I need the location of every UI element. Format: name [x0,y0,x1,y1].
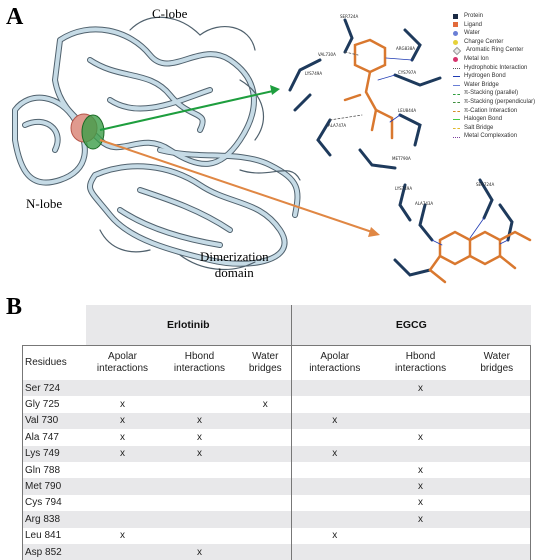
legend-item [453,55,535,64]
legend-label: Ligand [464,21,483,28]
interaction-mark-cell [240,413,292,429]
drug-header-egcg: EGCG [292,305,531,346]
interaction-mark-cell [240,446,292,462]
interaction-mark-cell [292,478,378,494]
panel-a-letter: A [6,4,24,30]
sub-header-row [23,346,531,381]
interaction-mark-cell: x [120,431,125,443]
interaction-mark-cell: x [378,380,464,396]
legend-label: Water [464,30,480,37]
interaction-mark-cell: x [160,413,240,429]
interaction-mark-cell [378,446,464,462]
c-lobe-label: C-lobe [152,6,188,21]
interaction-mark-cell: x [418,464,424,476]
residue-cell: Met 790 [23,478,86,494]
interaction-mark-cell [86,380,160,396]
residue-cell: Arg 838 [23,511,86,527]
column-header: Hbond interactions [160,346,240,381]
interaction-mark-cell [464,544,531,560]
interaction-mark-cell [240,478,292,494]
legend-item [453,132,535,141]
interaction-mark-cell [86,478,160,494]
legend-square-icon [453,22,458,27]
drug-header-row [23,305,531,346]
legend-dashed-line-icon [453,102,460,103]
legend-item [453,107,535,116]
interaction-mark-cell [240,544,292,560]
residue-label: VAL730A [318,52,336,57]
interaction-mark-cell [160,478,240,494]
table-row [23,495,531,511]
interaction-mark-cell [240,462,292,478]
interaction-mark-cell: x [160,446,240,462]
interaction-mark-cell: x [378,478,464,494]
protein-ribbon [15,17,300,269]
residue-cell: Gln 788 [23,462,86,478]
interaction-mark-cell [464,396,531,412]
legend-item [453,29,535,38]
interaction-mark-cell: x [86,413,160,429]
legend-label: Halogen Bond [464,116,503,123]
legend-item [453,98,535,107]
legend-item [453,64,535,73]
n-lobe-label: N-lobe [26,196,63,211]
interaction-mark-cell [86,544,160,560]
panel-b-letter: B [6,294,23,320]
residue-cell: Asp 852 [23,544,86,560]
interaction-mark-cell: x [332,530,338,542]
residue-cell: Lys 749 [23,446,86,462]
interaction-mark-cell [378,413,464,429]
interaction-mark-cell: x [378,511,464,527]
legend-label: Protein [464,13,484,19]
residue-cell: Leu 841 [23,528,86,544]
table-row [23,413,531,429]
interaction-mark-cell: x [292,446,378,462]
table-row [23,478,531,494]
interaction-mark-cell [378,528,464,544]
interaction-mark-cell [378,396,464,412]
interaction-mark-cell: x [240,396,292,412]
residue-cell: Val 730 [23,413,86,429]
table-row [23,446,531,462]
column-header: Apolar interactions [86,346,160,381]
interaction-mark-cell [240,511,292,527]
table-row [23,511,531,527]
residue-label: ALA743A [415,201,434,206]
interaction-mark-cell [292,544,378,560]
panel-b [0,292,548,558]
residue-label: ARG838A [396,46,415,51]
interaction-mark-cell [160,462,240,478]
interaction-mark-cell [292,462,378,478]
interaction-table [22,305,531,560]
column-header: Water bridges [464,346,531,381]
interaction-mark-cell: x [418,431,424,443]
interaction-mark-cell: x [160,544,240,560]
table-row [23,380,531,396]
residue-cell: Ser 724 [23,380,86,396]
table-row [23,429,531,445]
residue-label: SER724A [340,14,359,19]
interaction-mark-cell: x [120,399,125,411]
interaction-mark-cell [464,380,531,396]
table-body [23,380,531,560]
interaction-mark-cell: x [120,530,125,542]
table-row [23,528,531,544]
interaction-mark-cell [86,495,160,511]
interaction-mark-cell [240,429,292,445]
interaction-diagram-top [290,14,440,168]
residue-cell: Ala 747 [23,429,86,445]
legend-item [453,46,535,55]
dimerization-domain-label: Dimerization domain [200,249,269,280]
interaction-mark-cell [464,511,531,527]
legend-label: π-Stacking (perpendicular) [464,98,536,105]
interaction-mark-cell [464,429,531,445]
legend-dashed-line-icon [453,111,460,112]
interaction-mark-cell: x [197,431,202,443]
legend-dashed-line-icon [453,94,460,95]
interaction-mark-cell [160,495,240,511]
table-row [23,396,531,412]
ligand-binding-site [71,114,104,149]
interaction-mark-cell [292,396,378,412]
interaction-mark-cell [378,544,464,560]
interaction-mark-cell [86,511,160,527]
legend-label: Hydrogen Bond [464,73,506,80]
legend-dashed-line-icon [453,128,460,129]
legend-label: Hydrophobic Interaction [464,64,528,71]
interaction-mark-cell [86,462,160,478]
residue-label: CYS797A [398,70,417,75]
legend-circle-icon [453,31,458,36]
column-header: Apolar interactions [292,346,378,381]
residue-label: SER724A [476,182,495,187]
legend-item [453,115,535,124]
interaction-mark-cell [160,511,240,527]
legend-square-icon [453,14,458,19]
legend-item [453,72,535,81]
column-header: Water bridges [240,346,292,381]
legend-solid-line-icon [453,76,460,77]
column-header: Hbond interactions [378,346,464,381]
legend-dotted-line-icon [453,68,460,69]
residue-label: LYS749A [305,71,323,76]
interaction-mark-cell [292,511,378,527]
legend-item [453,21,535,30]
interaction-mark-cell [240,528,292,544]
legend-label: Metal Ion [464,55,489,62]
interaction-diagram-bottom [395,180,530,282]
interaction-mark-cell [240,380,292,396]
legend-label: Metal Complexation [464,133,518,140]
residues-header: Residues [23,346,86,381]
interaction-mark-cell [240,495,292,511]
interaction-mark-cell [464,462,531,478]
interaction-mark-cell [160,528,240,544]
interaction-mark-cell [292,495,378,511]
interaction-mark-cell: x [86,446,160,462]
interaction-mark-cell [292,429,378,445]
legend-item [453,81,535,90]
interaction-mark-cell [464,446,531,462]
legend-item [453,12,535,21]
residue-label: LYS749A [395,186,413,191]
legend-label: Aromatic Ring Center [466,47,524,54]
interaction-mark-cell [464,413,531,429]
interaction-mark-cell [160,380,240,396]
interaction-mark-cell: x [418,497,424,509]
interaction-mark-cell [464,528,531,544]
residue-cell: Cys 794 [23,495,86,511]
interaction-mark-cell [464,478,531,494]
legend-solid-line-icon [453,119,460,120]
legend-circle-icon [453,40,458,45]
residue-label: LEU844A [398,108,417,113]
table-row [23,462,531,478]
legend-label: Salt Bridge [464,124,494,131]
legend-label: π-Stacking (parallel) [464,90,519,97]
interaction-mark-cell [160,396,240,412]
legend-solid-line-icon [453,85,460,86]
table-row [23,544,531,560]
interaction-mark-cell [292,380,378,396]
legend-circle-icon [453,57,458,62]
drug-header-erlotinib: Erlotinib [86,305,292,346]
interaction-mark-cell: x [292,413,378,429]
legend-label: Charge Center [464,38,504,45]
legend-item [453,89,535,98]
residue-label: MET790A [392,156,411,161]
residue-label: ALA747A [328,123,347,128]
legend-diamond-icon [453,46,461,54]
interaction-legend [453,12,535,141]
interaction-mark-cell [464,495,531,511]
residue-cell: Gly 725 [23,396,86,412]
legend-label: Water Bridge [464,81,499,88]
legend-item [453,124,535,133]
legend-item [453,38,535,47]
legend-label: π-Cation Interaction [464,107,518,114]
legend-dotted-line-icon [453,137,460,138]
